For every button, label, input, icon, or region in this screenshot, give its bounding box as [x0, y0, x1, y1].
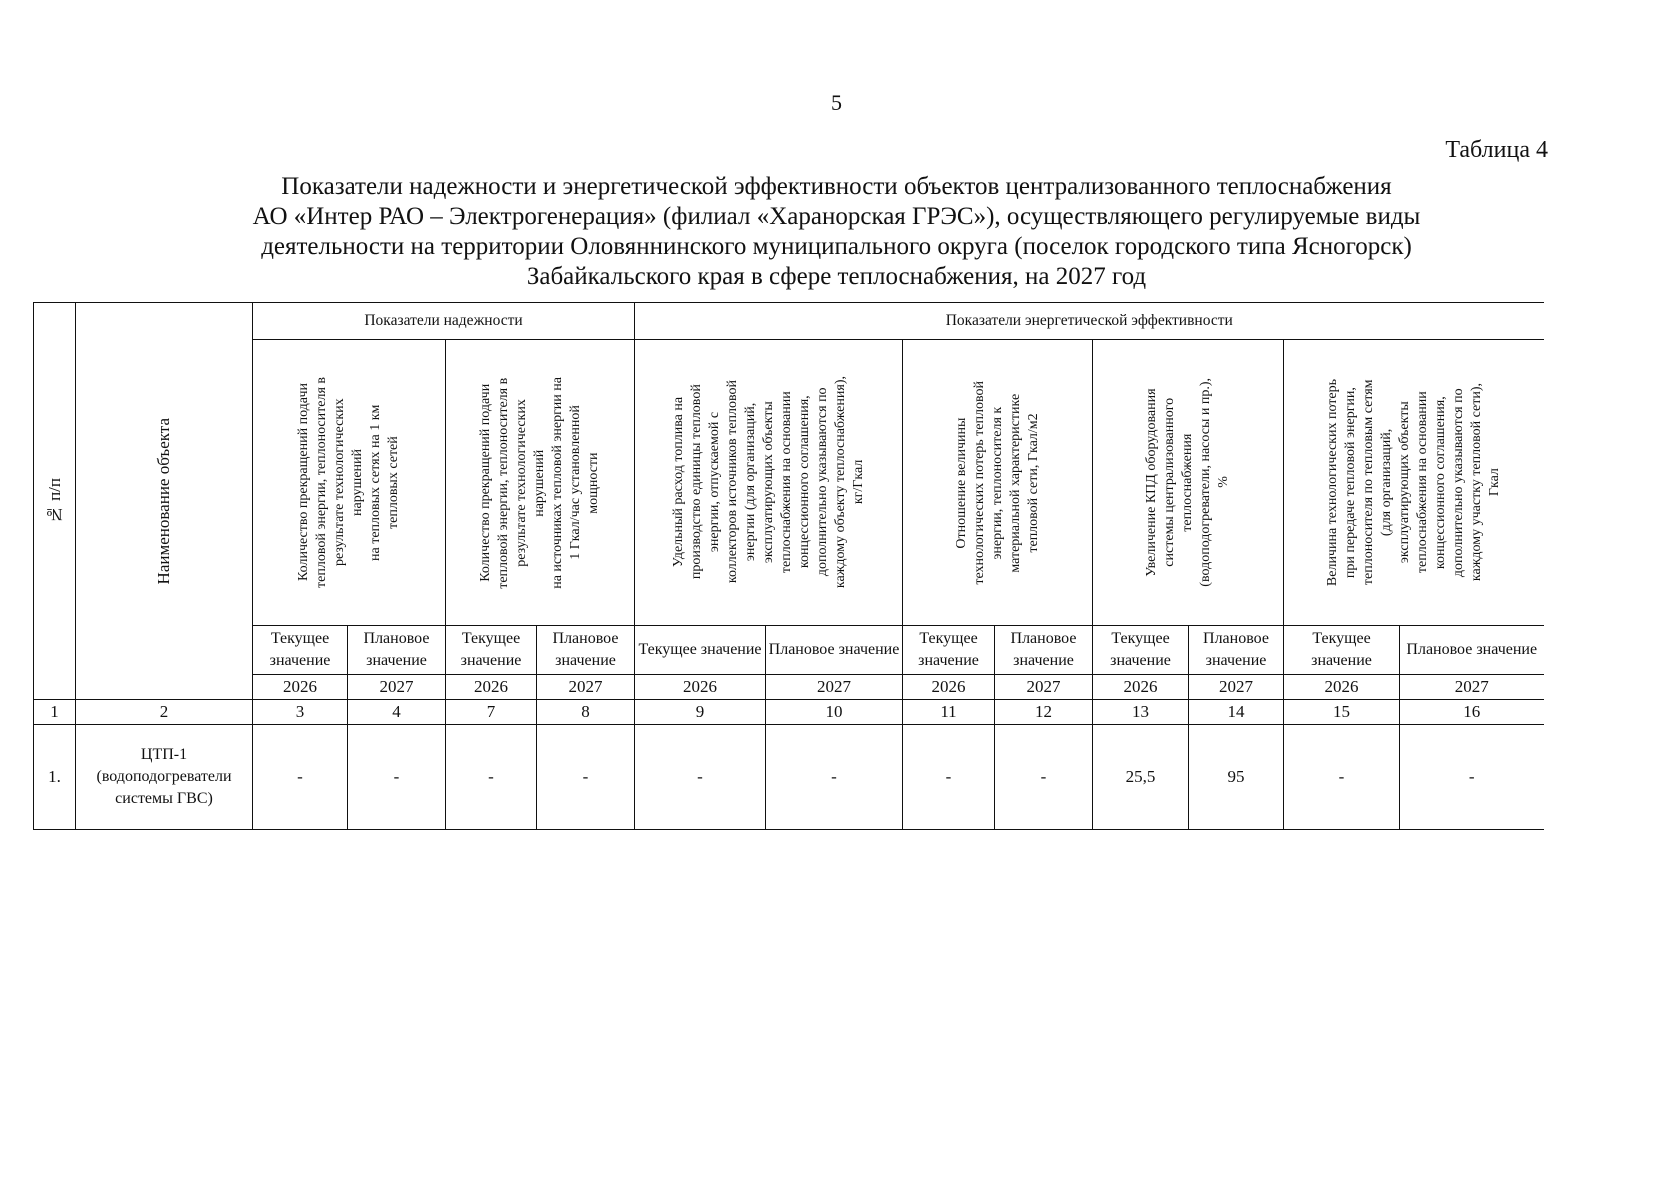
value-cell: 95	[1189, 725, 1284, 830]
column-number: 9	[635, 700, 766, 725]
column-number: 13	[1093, 700, 1189, 725]
planned-value-header: Плановое значение	[995, 626, 1093, 675]
planned-value-header: Плановое значение	[1189, 626, 1284, 675]
current-year: 2026	[635, 675, 766, 700]
column-number: 11	[903, 700, 995, 725]
value-cell: -	[1284, 725, 1400, 830]
indicator-header-4-text: Отношение величины технологических потерь тепловой энергии, теплоносителя к материальной характеристике тепловой сети, Гкал/м2	[953, 380, 1041, 585]
indicator-header-5	[1093, 340, 1284, 626]
planned-value-header: Плановое значение	[348, 626, 446, 675]
value-cell: 25,5	[1093, 725, 1189, 830]
current-value-header: Текущее значение	[253, 626, 348, 675]
value-cell: -	[766, 725, 903, 830]
current-year: 2026	[903, 675, 995, 700]
value-cell: -	[995, 725, 1093, 830]
current-value-header: Текущее значение	[1284, 626, 1400, 675]
planned-year: 2027	[537, 675, 635, 700]
planned-year: 2027	[1189, 675, 1284, 700]
header-object-name-text: Наименование объекта	[154, 417, 173, 585]
current-year: 2026	[446, 675, 537, 700]
planned-year: 2027	[1400, 675, 1544, 700]
indicators-table	[33, 302, 1544, 830]
column-number: 12	[995, 700, 1093, 725]
value-cell: -	[446, 725, 537, 830]
column-number: 2	[76, 700, 253, 725]
table-row	[34, 725, 1544, 830]
column-number: 4	[348, 700, 446, 725]
row-number-cell: 1.	[34, 725, 76, 830]
indicator-header-3	[635, 340, 903, 626]
planned-value-header: Плановое значение	[1400, 626, 1544, 675]
indicator-header-6	[1284, 340, 1544, 626]
header-row-number-text: № п/п	[44, 477, 64, 525]
column-number: 14	[1189, 700, 1284, 725]
indicator-header-2-text: Количество прекращений подачи тепловой энергии, теплоносителя в результате технологических нарушений на источниках тепловой энергии на 1 Гкал/час установленной мощности	[478, 376, 601, 589]
planned-year: 2027	[766, 675, 903, 700]
current-value-header: Текущее значение	[903, 626, 995, 675]
value-cell: -	[903, 725, 995, 830]
header-object-name	[76, 303, 253, 700]
column-number-row	[34, 700, 1544, 725]
indicator-header-2	[446, 340, 635, 626]
current-value-header: Текущее значение	[1093, 626, 1189, 675]
group-header-reliability: Показатели надежности	[253, 303, 635, 340]
planned-value-header: Плановое значение	[766, 626, 903, 675]
indicator-header-4	[903, 340, 1093, 626]
value-cell: -	[1400, 725, 1544, 830]
header-row-number	[34, 303, 76, 700]
value-cell: -	[635, 725, 766, 830]
planned-year: 2027	[995, 675, 1093, 700]
object-name-text: ЦТП-1 (водоподогреватели системы ГВС)	[96, 746, 232, 807]
indicator-header-5-text: Увеличение КПД оборудования системы централизованного теплоснабжения (водоподогреватели, насосы и пр.), %	[1144, 378, 1231, 587]
object-name-cell	[76, 725, 253, 830]
column-number: 16	[1400, 700, 1544, 725]
table-label: Таблица 4	[1445, 137, 1548, 163]
current-value-header: Текущее значение	[446, 626, 537, 675]
title-line-1: Показатели надежности и энергетической эффективности объектов централизованного теплоснабжения	[281, 173, 1392, 200]
column-number: 15	[1284, 700, 1400, 725]
indicator-header-3-text: Удельный расход топлива на производство единицы тепловой энергии, отпускаемой с коллекторов источников тепловой энергии (для организаций, эксплуатирующих объекты теплоснабжения на основании концессионного соглашения, дополнительно указываются по каждому объекту теплоснабжения), кг/Гкал	[670, 376, 866, 589]
current-year: 2026	[253, 675, 348, 700]
value-cell: -	[253, 725, 348, 830]
indicator-header-6-text: Величина технологических потерь при передаче тепловой энергии, теплоносителя по тепловым сетям (для организаций, эксплуатирующих объекты теплоснабжения на основании концессионного соглашения, дополнительно указываются по каждому участку тепловой сети), Гкал	[1324, 378, 1502, 587]
planned-value-header: Плановое значение	[537, 626, 635, 675]
group-header-efficiency: Показатели энергетической эффективности	[635, 303, 1544, 340]
column-number: 7	[446, 700, 537, 725]
column-number: 10	[766, 700, 903, 725]
planned-year: 2027	[348, 675, 446, 700]
title-line-2: АО «Интер РАО – Электрогенерация» (филиал «Харанорская ГРЭС»), осуществляющего регулируемые виды	[252, 203, 1421, 230]
title-line-4: Забайкальского края в сфере теплоснабжения, на 2027 год	[526, 263, 1147, 290]
current-year: 2026	[1284, 675, 1400, 700]
indicator-header-1	[253, 340, 446, 626]
column-number: 3	[253, 700, 348, 725]
document-title	[0, 172, 1673, 292]
indicator-header-1-text: Количество прекращений подачи тепловой энергии, теплоносителя в результате технологических нарушений на тепловых сетях на 1 км тепловых сетей	[296, 377, 401, 588]
current-value-header: Текущее значение	[635, 626, 766, 675]
column-number: 1	[34, 700, 76, 725]
current-year: 2026	[1093, 675, 1189, 700]
value-cell: -	[537, 725, 635, 830]
title-line-3: деятельности на территории Оловяннинского муниципального округа (поселок городского типа Ясногорск)	[261, 233, 1412, 260]
column-number: 8	[537, 700, 635, 725]
page-number: 5	[831, 90, 842, 115]
value-cell: -	[348, 725, 446, 830]
